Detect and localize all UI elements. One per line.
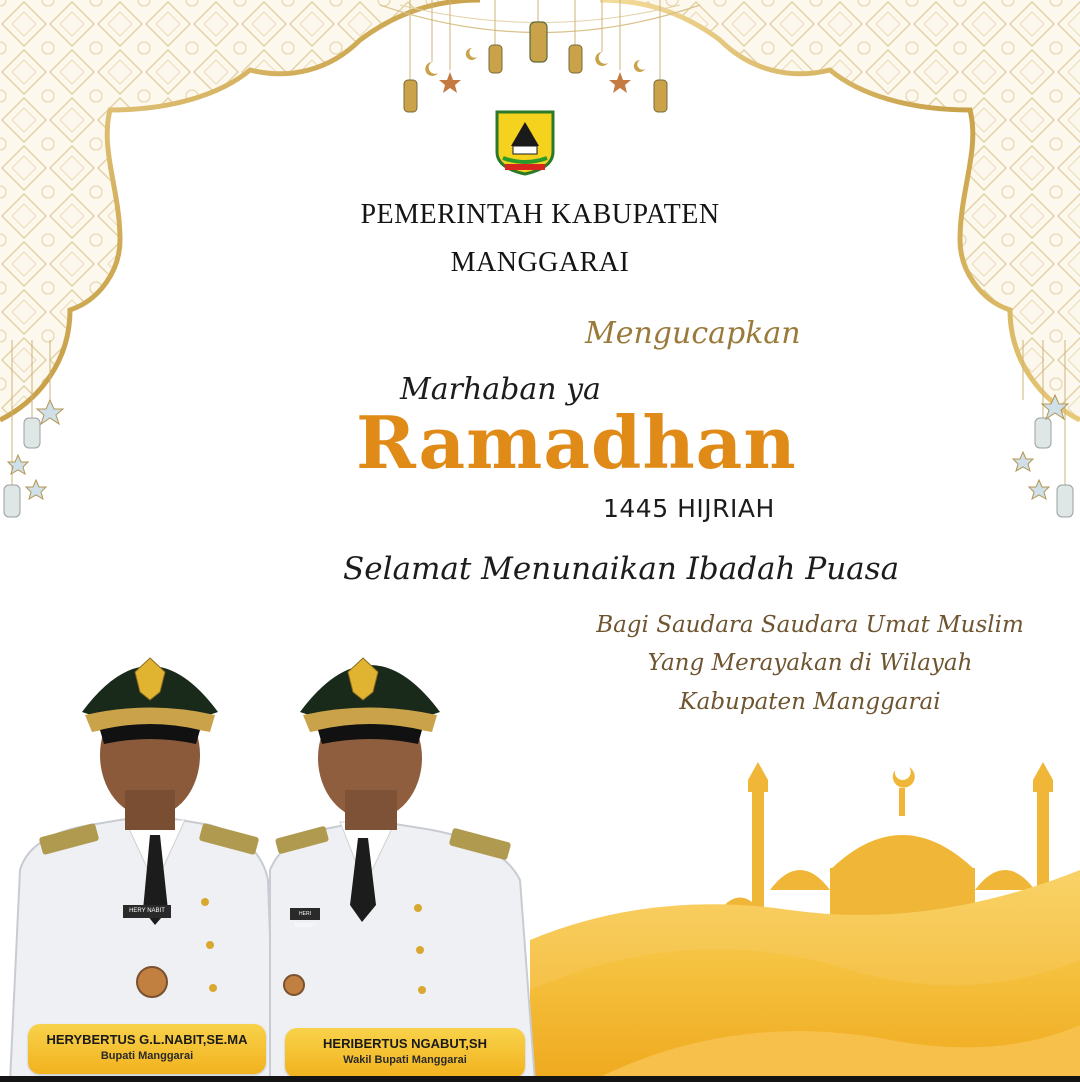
name-tag-left: HERY NABIT: [129, 908, 165, 914]
lantern-icon: [404, 22, 667, 112]
star-icon: [37, 400, 63, 424]
namecard-bupati: [28, 1024, 266, 1074]
lanterns-left: [0, 340, 70, 530]
regency-logo-icon: [493, 108, 557, 176]
selamat-text: Selamat Menunaikan Ibadah Puasa: [343, 551, 900, 587]
namecard-wakil-bupati: [285, 1028, 525, 1078]
lantern-icon: [4, 485, 20, 517]
bottom-border: [0, 1076, 1080, 1082]
ramadhan-title: Ramadhan: [356, 400, 797, 485]
message-line-2: Yang Merayakan di Wilayah: [647, 650, 973, 676]
header-line-1: PEMERINTAH KABUPATEN: [360, 199, 720, 230]
message-line-3: Kabupaten Manggarai: [679, 689, 941, 715]
lanterns-right: [1005, 340, 1080, 530]
officials-photo: [0, 640, 545, 1082]
official-role-1: Bupati Manggarai: [100, 1050, 194, 1062]
official-name-2: HERIBERTUS NGABUT,SH: [323, 1036, 487, 1051]
official-name-1: HERYBERTUS G.L.NABIT,SE.MA: [46, 1032, 248, 1047]
marhaban-text: Marhaban ya: [400, 372, 601, 407]
mosque-dunes-illustration: [530, 740, 1080, 1082]
mengucapkan-text: Mengucapkan: [585, 316, 801, 351]
name-tag-right: HERI NGABUT: [294, 911, 316, 929]
hijriah-year: 1445 HIJRIAH: [603, 494, 775, 523]
official-left: [10, 658, 275, 1082]
header-line-2: MANGGARAI: [450, 247, 630, 278]
lantern-icon: [1057, 485, 1073, 517]
message-line-1: Bagi Saudara Saudara Umat Muslim: [596, 612, 1024, 638]
star-icon: [439, 72, 631, 93]
star-icon: [1042, 395, 1068, 419]
official-right: [270, 658, 535, 1082]
official-role-2: Wakil Bupati Manggarai: [343, 1054, 467, 1066]
